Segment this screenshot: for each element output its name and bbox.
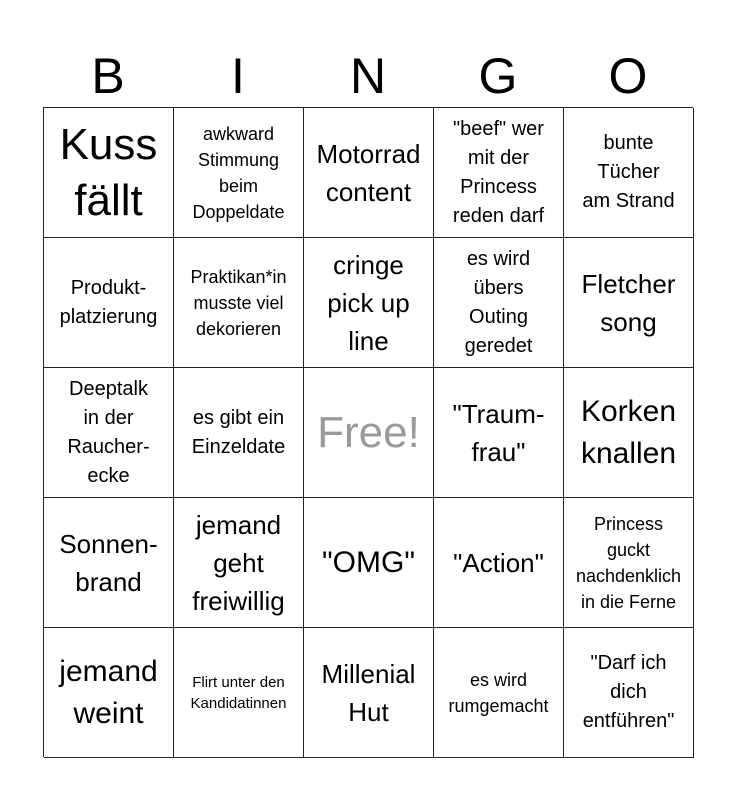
bingo-cell-text: es wird übers Outing geredet [464, 247, 533, 357]
bingo-cell-text: Millenial Hut [321, 658, 416, 727]
bingo-header [43, 44, 693, 108]
bingo-cell-r1-c1[interactable] [44, 108, 174, 238]
bingo-cell-text: Produkt- platzierung [59, 276, 158, 328]
bingo-cell-r5-c4[interactable] [434, 628, 564, 758]
bingo-cell-text: Motorrad content [316, 138, 421, 207]
bingo-cell-text: bunte Tücher am Strand [582, 132, 675, 212]
bingo-cell-r4-c5[interactable] [564, 498, 694, 628]
bingo-cell-text: awkward Stimmung beim Doppeldate [192, 123, 285, 222]
bingo-cell-r4-c1[interactable] [44, 498, 174, 628]
bingo-cell-r4-c2[interactable] [174, 498, 304, 628]
bingo-cell-text: "Darf ich dich entführen" [582, 652, 675, 732]
bingo-cell-r2-c5[interactable] [564, 238, 694, 368]
bingo-cell-text: Princess guckt nachdenklich in die Ferne [575, 513, 682, 612]
bingo-cell-text: Praktikan*in musste viel dekorieren [190, 266, 287, 339]
header-letter-n: N [349, 48, 387, 104]
bingo-cell-r5-c1[interactable] [44, 628, 174, 758]
bingo-cell-r4-c4[interactable] [434, 498, 564, 628]
bingo-cell-text: jemand geht freiwillig [192, 509, 285, 616]
bingo-cell-r2-c1[interactable] [44, 238, 174, 368]
bingo-cell-text: "Traum- frau" [452, 398, 545, 467]
bingo-cell-r2-c3[interactable] [304, 238, 434, 368]
bingo-cell-r4-c3[interactable] [304, 498, 434, 628]
bingo-cell-text: Free! [317, 407, 420, 457]
bingo-cell-text: "beef" wer mit der Princess reden darf [452, 117, 545, 227]
header-letter-g: G [478, 48, 518, 104]
header-letter-b: B [91, 48, 125, 104]
bingo-grid [43, 107, 693, 757]
header-letter-i: I [231, 48, 245, 104]
bingo-cell-text: es wird rumgemacht [448, 669, 549, 716]
header-letter-o: O [608, 48, 648, 104]
bingo-cell-r3-c2[interactable] [174, 368, 304, 498]
bingo-cell-text: Fletcher song [581, 268, 676, 337]
bingo-cell-r1-c3[interactable] [304, 108, 434, 238]
bingo-cell-r3-c5[interactable] [564, 368, 694, 498]
bingo-cell-r1-c4[interactable] [434, 108, 564, 238]
bingo-cell-text: Kuss fällt [59, 119, 158, 225]
bingo-cell-text: Korken knallen [580, 394, 677, 470]
bingo-cell-r1-c5[interactable] [564, 108, 694, 238]
bingo-cell-r2-c4[interactable] [434, 238, 564, 368]
bingo-cell-r1-c2[interactable] [174, 108, 304, 238]
bingo-cell-text: "OMG" [322, 545, 415, 579]
bingo-cell-text: Deeptalk in der Raucher- ecke [67, 377, 150, 487]
free-space[interactable] [304, 368, 434, 498]
bingo-cell-r5-c3[interactable] [304, 628, 434, 758]
bingo-cell-r3-c1[interactable] [44, 368, 174, 498]
bingo-cell-text: "Action" [453, 547, 544, 578]
bingo-cell-text: jemand weint [59, 654, 158, 730]
bingo-cell-text: cringe pick up line [327, 249, 410, 356]
bingo-cell-r5-c5[interactable] [564, 628, 694, 758]
bingo-cell-text: es gibt ein Einzeldate [191, 406, 286, 458]
bingo-cell-text: Flirt unter den Kandidatinnen [190, 673, 287, 712]
bingo-cell-r5-c2[interactable] [174, 628, 304, 758]
bingo-cell-r3-c4[interactable] [434, 368, 564, 498]
bingo-cell-r2-c2[interactable] [174, 238, 304, 368]
bingo-cell-text: Sonnen- brand [59, 528, 158, 597]
